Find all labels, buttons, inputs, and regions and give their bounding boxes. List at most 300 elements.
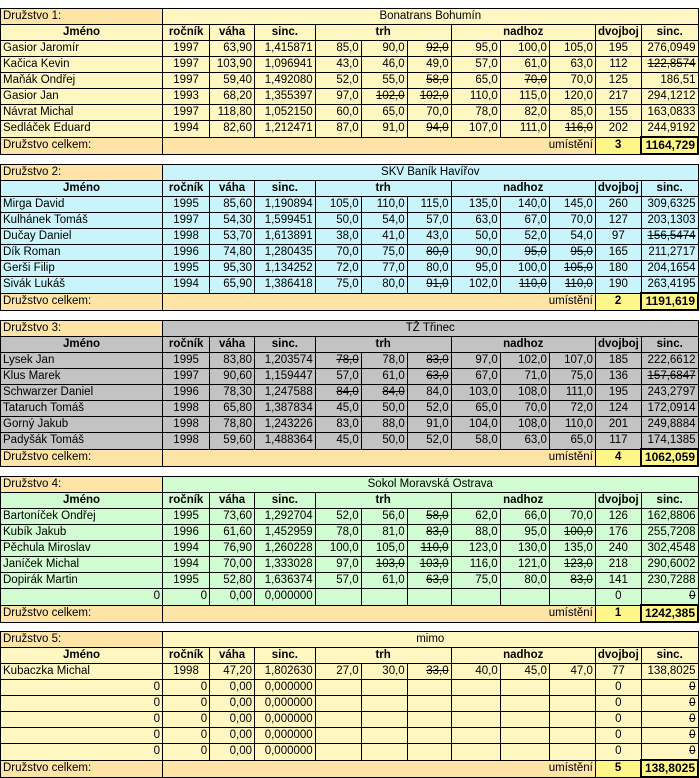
athlete-total: 77 (595, 664, 641, 680)
athlete-year: 0 (163, 696, 210, 712)
athlete-total: 240 (595, 541, 641, 557)
attempt-t3: 63,0 (407, 369, 451, 385)
attempt-n1: 90,0 (451, 245, 500, 261)
header-total: dvojboj (595, 25, 641, 41)
team-total-row (1, 449, 699, 466)
athlete-sinc: 1,159447 (255, 369, 316, 385)
attempt-n1: 75,0 (451, 573, 500, 589)
athlete-year: 1996 (163, 245, 210, 261)
athlete-year: 1998 (163, 433, 210, 450)
attempt-n1: 95,0 (451, 261, 500, 277)
athlete-name: Návrat Michal (1, 105, 163, 121)
attempt-n2: 95,0 (500, 245, 549, 261)
header-total: dvojboj (595, 337, 641, 353)
athlete-row (1, 73, 699, 89)
header-points: sinc. (641, 337, 698, 353)
header-sinc: sinc. (255, 181, 316, 197)
placement-label: umístění (163, 449, 596, 466)
attempt-t2 (361, 680, 407, 696)
athlete-points: 309,6325 (641, 197, 698, 213)
athlete-weight: 70,00 (210, 557, 255, 573)
athlete-points: 0 (641, 589, 698, 606)
athlete-name: Janíček Michal (1, 557, 163, 573)
athlete-row (1, 712, 699, 728)
athlete-name: Pěchula Miroslav (1, 541, 163, 557)
athlete-points: 0 (641, 728, 698, 744)
attempt-n2: 82,0 (500, 105, 549, 121)
header-points: sinc. (641, 181, 698, 197)
attempt-n2: 100,0 (500, 261, 549, 277)
attempt-n1: 102,0 (451, 277, 500, 294)
attempt-t2 (361, 589, 407, 606)
athlete-total: 0 (595, 589, 641, 606)
header-points: sinc. (641, 25, 698, 41)
team-total-points: 138,8025 (641, 760, 698, 777)
attempt-t3: 58,0 (407, 509, 451, 525)
header-name: Jméno (1, 493, 163, 509)
athlete-weight: 74,80 (210, 245, 255, 261)
team-placement: 5 (595, 760, 641, 777)
athlete-row (1, 525, 699, 541)
column-header-row (1, 337, 699, 353)
athlete-points: 276,0949 (641, 41, 698, 57)
athlete-sinc: 1,134252 (255, 261, 316, 277)
athlete-sinc: 1,203574 (255, 353, 316, 369)
athlete-year: 1995 (163, 509, 210, 525)
athlete-points: 211,2717 (641, 245, 698, 261)
athlete-name: Mirga David (1, 197, 163, 213)
athlete-sinc: 1,488364 (255, 433, 316, 450)
attempt-n2: 111,0 (500, 121, 549, 138)
athlete-year: 1997 (163, 105, 210, 121)
header-cleanjerk: nadhoz (451, 337, 595, 353)
athlete-total: 97 (595, 229, 641, 245)
attempt-n2: 108,0 (500, 385, 549, 401)
athlete-sinc: 1,415871 (255, 41, 316, 57)
attempt-t1: 27,0 (315, 664, 361, 680)
athlete-name: Kubaczka Michal (1, 664, 163, 680)
athlete-weight: 0,00 (210, 744, 255, 761)
athlete-total: 0 (595, 744, 641, 761)
attempt-t3: 92,0 (407, 41, 451, 57)
team-total-points: 1191,619 (641, 293, 698, 310)
header-snatch: trh (315, 493, 451, 509)
attempt-n1 (451, 712, 500, 728)
attempt-n1 (451, 680, 500, 696)
attempt-n3: 95,0 (549, 245, 595, 261)
athlete-points: 0 (641, 712, 698, 728)
attempt-t2: 50,0 (361, 401, 407, 417)
athlete-row (1, 229, 699, 245)
attempt-t3: 91,0 (407, 277, 451, 294)
team-label: Družstvo 1: (1, 9, 163, 25)
athlete-year: 1995 (163, 261, 210, 277)
attempt-t2: 81,0 (361, 525, 407, 541)
attempt-n1: 63,0 (451, 213, 500, 229)
attempt-t2 (361, 696, 407, 712)
athlete-sinc: 0,000000 (255, 728, 316, 744)
attempt-t3: 83,0 (407, 353, 451, 369)
athlete-name: 0 (1, 680, 163, 696)
attempt-t3: 84,0 (407, 385, 451, 401)
attempt-n2: 67,0 (500, 213, 549, 229)
attempt-n3: 63,0 (549, 57, 595, 73)
team-label: Družstvo 4: (1, 477, 163, 493)
header-points: sinc. (641, 648, 698, 664)
attempt-t3: 70,0 (407, 105, 451, 121)
athlete-sinc: 1,292704 (255, 509, 316, 525)
attempt-t1: 52,0 (315, 73, 361, 89)
column-header-row (1, 648, 699, 664)
team-label: Družstvo 2: (1, 165, 163, 181)
athlete-points: 243,2797 (641, 385, 698, 401)
athlete-total: 176 (595, 525, 641, 541)
attempt-t3: 57,0 (407, 213, 451, 229)
athlete-row (1, 385, 699, 401)
athlete-points: 302,4548 (641, 541, 698, 557)
attempt-n2: 108,0 (500, 417, 549, 433)
athlete-year: 1998 (163, 417, 210, 433)
attempt-t2: 91,0 (361, 121, 407, 138)
attempt-t1: 87,0 (315, 121, 361, 138)
athlete-weight: 85,60 (210, 197, 255, 213)
athlete-total: 0 (595, 696, 641, 712)
attempt-n3: 83,0 (549, 573, 595, 589)
athlete-total: 0 (595, 712, 641, 728)
attempt-t3: 33,0 (407, 664, 451, 680)
athlete-weight: 95,30 (210, 261, 255, 277)
athlete-weight: 68,20 (210, 89, 255, 105)
attempt-t1 (315, 712, 361, 728)
athlete-points: 162,8806 (641, 509, 698, 525)
attempt-n1: 65,0 (451, 401, 500, 417)
team-name: Sokol Moravská Ostrava (163, 477, 698, 493)
athlete-weight: 76,90 (210, 541, 255, 557)
athlete-name: Gorný Jakub (1, 417, 163, 433)
athlete-sinc: 1,802630 (255, 664, 316, 680)
attempt-n3: 70,0 (549, 213, 595, 229)
athlete-year: 1996 (163, 385, 210, 401)
placement-label: umístění (163, 605, 596, 622)
athlete-sinc: 1,333028 (255, 557, 316, 573)
athlete-sinc: 0,000000 (255, 696, 316, 712)
athlete-year: 1997 (163, 369, 210, 385)
attempt-n1: 67,0 (451, 369, 500, 385)
attempt-t1 (315, 696, 361, 712)
attempt-t3 (407, 728, 451, 744)
athlete-row (1, 277, 699, 294)
attempt-t2: 102,0 (361, 89, 407, 105)
column-header-row (1, 25, 699, 41)
team-name: mimo (163, 632, 698, 648)
athlete-year: 1996 (163, 525, 210, 541)
attempt-t2: 110,0 (361, 197, 407, 213)
attempt-n3: 110,0 (549, 277, 595, 294)
team-title-row (1, 632, 699, 648)
attempt-t2: 30,0 (361, 664, 407, 680)
attempt-t1: 105,0 (315, 197, 361, 213)
athlete-year: 1994 (163, 121, 210, 138)
header-year: ročník (163, 25, 210, 41)
attempt-t1: 78,0 (315, 353, 361, 369)
athlete-name: Dučay Daniel (1, 229, 163, 245)
attempt-n2: 71,0 (500, 369, 549, 385)
attempt-t1: 50,0 (315, 213, 361, 229)
athlete-weight: 0,00 (210, 728, 255, 744)
athlete-year: 0 (163, 712, 210, 728)
athlete-year: 1997 (163, 213, 210, 229)
attempt-n1: 57,0 (451, 57, 500, 73)
athlete-points: 122,8574 (641, 57, 698, 73)
athlete-row (1, 509, 699, 525)
athlete-year: 0 (163, 744, 210, 761)
athlete-weight: 73,60 (210, 509, 255, 525)
athlete-total: 124 (595, 401, 641, 417)
athlete-name: 0 (1, 728, 163, 744)
team-label: Družstvo 5: (1, 632, 163, 648)
attempt-n3: 105,0 (549, 261, 595, 277)
attempt-n3: 110,0 (549, 417, 595, 433)
team-table (0, 164, 699, 311)
attempt-t3: 58,0 (407, 73, 451, 89)
athlete-row (1, 417, 699, 433)
attempt-n2: 52,0 (500, 229, 549, 245)
team-block-3 (0, 320, 700, 467)
attempt-t2: 78,0 (361, 353, 407, 369)
athlete-total: 125 (595, 73, 641, 89)
athlete-row (1, 197, 699, 213)
attempt-t1: 97,0 (315, 89, 361, 105)
athlete-year: 1995 (163, 573, 210, 589)
team-placement: 4 (595, 449, 641, 466)
header-cleanjerk: nadhoz (451, 181, 595, 197)
team-table (0, 8, 699, 155)
attempt-n1: 95,0 (451, 41, 500, 57)
athlete-sinc: 1,212471 (255, 121, 316, 138)
team-total-label: Družstvo celkem: (1, 137, 163, 154)
athlete-name: Kačica Kevin (1, 57, 163, 73)
athlete-row (1, 57, 699, 73)
athlete-total: 126 (595, 509, 641, 525)
athlete-name: 0 (1, 744, 163, 761)
header-name: Jméno (1, 337, 163, 353)
athlete-weight: 0,00 (210, 712, 255, 728)
athlete-year: 0 (163, 680, 210, 696)
athlete-points: 163,0833 (641, 105, 698, 121)
attempt-n1: 103,0 (451, 385, 500, 401)
team-total-label: Družstvo celkem: (1, 605, 163, 622)
attempt-t3: 91,0 (407, 417, 451, 433)
athlete-name: Gasior Jan (1, 89, 163, 105)
attempt-t3 (407, 680, 451, 696)
athlete-points: 263,4195 (641, 277, 698, 294)
header-year: ročník (163, 181, 210, 197)
team-total-points: 1242,385 (641, 605, 698, 622)
athlete-sinc: 1,247588 (255, 385, 316, 401)
athlete-year: 1993 (163, 89, 210, 105)
attempt-n2: 115,0 (500, 89, 549, 105)
athlete-total: 201 (595, 417, 641, 433)
attempt-t1: 45,0 (315, 401, 361, 417)
attempt-n1: 65,0 (451, 73, 500, 89)
attempt-n3: 111,0 (549, 385, 595, 401)
attempt-n2: 102,0 (500, 353, 549, 369)
athlete-weight: 59,40 (210, 73, 255, 89)
athlete-sinc: 1,052150 (255, 105, 316, 121)
attempt-n1: 123,0 (451, 541, 500, 557)
attempt-n3: 116,0 (549, 121, 595, 138)
athlete-row (1, 89, 699, 105)
attempt-n3: 85,0 (549, 105, 595, 121)
athlete-total: 0 (595, 680, 641, 696)
athlete-year: 1998 (163, 401, 210, 417)
team-total-points: 1164,729 (641, 137, 698, 154)
attempt-n2 (500, 696, 549, 712)
athlete-row (1, 121, 699, 138)
athlete-name: Kulhánek Tomáš (1, 213, 163, 229)
athlete-sinc: 1,280435 (255, 245, 316, 261)
team-total-label: Družstvo celkem: (1, 293, 163, 310)
placement-label: umístění (163, 137, 596, 154)
attempt-t3 (407, 696, 451, 712)
attempt-t2: 88,0 (361, 417, 407, 433)
attempt-t2: 84,0 (361, 385, 407, 401)
athlete-name: Tataruch Tomáš (1, 401, 163, 417)
attempt-n2 (500, 712, 549, 728)
header-name: Jméno (1, 648, 163, 664)
athlete-weight: 82,60 (210, 121, 255, 138)
attempt-n2: 130,0 (500, 541, 549, 557)
athlete-year: 1994 (163, 541, 210, 557)
attempt-t2: 50,0 (361, 433, 407, 450)
attempt-t3 (407, 712, 451, 728)
team-block-5 (0, 631, 700, 778)
athlete-weight: 78,80 (210, 417, 255, 433)
athlete-total: 0 (595, 728, 641, 744)
attempt-n1: 50,0 (451, 229, 500, 245)
attempt-n2: 121,0 (500, 557, 549, 573)
team-name: TŽ Třinec (163, 321, 698, 337)
attempt-n1: 62,0 (451, 509, 500, 525)
athlete-weight: 54,30 (210, 213, 255, 229)
athlete-weight: 0,00 (210, 680, 255, 696)
header-weight: váha (210, 648, 255, 664)
attempt-n1: 135,0 (451, 197, 500, 213)
athlete-total: 202 (595, 121, 641, 138)
athlete-points: 0 (641, 744, 698, 761)
team-total-row (1, 760, 699, 777)
attempt-t1: 57,0 (315, 573, 361, 589)
athlete-points: 294,1212 (641, 89, 698, 105)
attempt-t2: 77,0 (361, 261, 407, 277)
athlete-total: 217 (595, 89, 641, 105)
athlete-sinc: 1,260228 (255, 541, 316, 557)
attempt-n3 (549, 696, 595, 712)
athlete-total: 117 (595, 433, 641, 450)
attempt-t2 (361, 712, 407, 728)
team-title-row (1, 321, 699, 337)
athlete-points: 290,6002 (641, 557, 698, 573)
team-table (0, 476, 699, 623)
header-weight: váha (210, 181, 255, 197)
column-header-row (1, 493, 699, 509)
athlete-weight: 65,80 (210, 401, 255, 417)
attempt-t2: 103,0 (361, 557, 407, 573)
team-table (0, 631, 699, 778)
team-name: SKV Baník Havířov (163, 165, 698, 181)
attempt-n2: 80,0 (500, 573, 549, 589)
attempt-t2 (361, 744, 407, 761)
header-snatch: trh (315, 25, 451, 41)
athlete-row (1, 369, 699, 385)
attempt-t1: 60,0 (315, 105, 361, 121)
athlete-weight: 59,60 (210, 433, 255, 450)
attempt-t1: 43,0 (315, 57, 361, 73)
athlete-name: 0 (1, 589, 163, 606)
athlete-total: 155 (595, 105, 641, 121)
athlete-points: 203,1303 (641, 213, 698, 229)
athlete-total: 141 (595, 573, 641, 589)
header-sinc: sinc. (255, 25, 316, 41)
attempt-t1: 45,0 (315, 433, 361, 450)
athlete-year: 0 (163, 728, 210, 744)
athlete-sinc: 0,000000 (255, 712, 316, 728)
attempt-n2 (500, 744, 549, 761)
athlete-year: 1995 (163, 197, 210, 213)
athlete-row (1, 261, 699, 277)
attempt-t1: 70,0 (315, 245, 361, 261)
attempt-n1 (451, 744, 500, 761)
attempt-t3 (407, 589, 451, 606)
attempt-t2: 56,0 (361, 509, 407, 525)
attempt-n3: 123,0 (549, 557, 595, 573)
attempt-n2 (500, 728, 549, 744)
athlete-total: 218 (595, 557, 641, 573)
athlete-row (1, 744, 699, 761)
athlete-sinc: 1,096941 (255, 57, 316, 73)
attempt-n2: 140,0 (500, 197, 549, 213)
header-snatch: trh (315, 337, 451, 353)
athlete-weight: 78,30 (210, 385, 255, 401)
athlete-points: 186,51 (641, 73, 698, 89)
athlete-points: 244,9192 (641, 121, 698, 138)
header-snatch: trh (315, 181, 451, 197)
athlete-weight: 103,90 (210, 57, 255, 73)
header-cleanjerk: nadhoz (451, 648, 595, 664)
athlete-total: 165 (595, 245, 641, 261)
header-year: ročník (163, 648, 210, 664)
athlete-total: 195 (595, 41, 641, 57)
team-name: Bonatrans Bohumín (163, 9, 698, 25)
attempt-t3: 80,0 (407, 261, 451, 277)
attempt-n1 (451, 728, 500, 744)
header-total: dvojboj (595, 648, 641, 664)
attempt-n2: 45,0 (500, 664, 549, 680)
athlete-row (1, 589, 699, 606)
team-block-1 (0, 8, 700, 155)
athlete-sinc: 0,000000 (255, 589, 316, 606)
athlete-row (1, 557, 699, 573)
attempt-n1: 104,0 (451, 417, 500, 433)
team-placement: 2 (595, 293, 641, 310)
attempt-t1: 72,0 (315, 261, 361, 277)
athlete-points: 249,8884 (641, 417, 698, 433)
team-total-points: 1062,059 (641, 449, 698, 466)
attempt-n3 (549, 712, 595, 728)
athlete-name: Gasior Jaromír (1, 41, 163, 57)
athlete-row (1, 728, 699, 744)
athlete-weight: 83,80 (210, 353, 255, 369)
